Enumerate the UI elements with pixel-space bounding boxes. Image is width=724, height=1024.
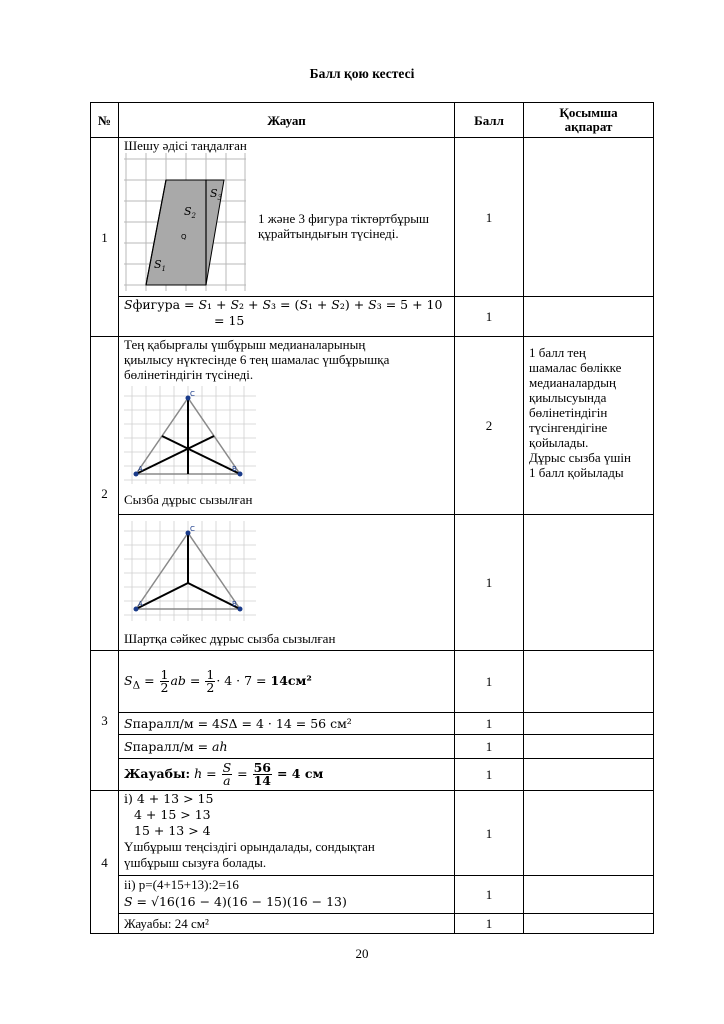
score-cell: 1 (455, 515, 524, 651)
fig-label-a: A (138, 600, 143, 608)
table-row (91, 759, 654, 791)
extra-cell (524, 515, 654, 651)
final-answer: Жауабы: 24 см² (119, 914, 455, 934)
table-row (91, 515, 654, 651)
table-row (91, 876, 654, 914)
fig-label-a: A (138, 465, 143, 473)
answer-cell: ii) p=(4+15+13):2=16 𝑆 = √16(16 − 4)(16 − 15)(16 − 13) (119, 876, 455, 914)
medians-triangle-figure (124, 386, 256, 484)
answer-cell: i) 4 + 13 > 15 4 + 15 > 13 15 + 13 > 4 Үшбұрыш теңсіздігі орындалады, сондықтан үшбұрыш сызуға болады. (119, 791, 455, 876)
caption-drawing: Сызба дұрыс сызылған (124, 492, 253, 507)
table-row (91, 138, 654, 297)
row-number: 2 (91, 337, 119, 651)
extra-cell (524, 297, 654, 337)
figure-note: 1 және 3 фигура тіктөртбұрыш құрайтындығын түсінеді. (258, 211, 429, 241)
score-cell: 1 (455, 759, 524, 791)
row-number: 4 (91, 791, 119, 934)
fig-label-s2: $S_2$ (184, 205, 197, 220)
score-cell: 2 (455, 337, 524, 515)
fig-label-q: Q (181, 233, 187, 241)
fig-label-c: C (190, 390, 195, 398)
height-answer: Жауабы: ℎ = $\frac{\text{𝑆}}{\text{𝑎}}$ = $\frac{56}{14}$ = 4 см (119, 759, 455, 791)
table-header-row (91, 103, 654, 138)
extra-cell (524, 759, 654, 791)
extra-cell (524, 791, 654, 876)
header-score: Балл (455, 103, 524, 138)
score-cell: 1 (455, 651, 524, 713)
parallelogram-area-general: 𝑆паралл/м = 𝑎ℎ (119, 735, 455, 759)
fraction-56-over-14: $\frac{56}{14}$ (253, 760, 271, 788)
answer-cell (119, 515, 455, 651)
score-cell: 1 (455, 791, 524, 876)
table-row (91, 914, 654, 934)
fig-label-c: C (190, 525, 195, 533)
extra-cell: 1 балл тең шамалас бөлікке медианалардың қиылысуында бөлінетіндігін түсінгендігіне қойылады. Дұрыс сызба үшін 1 балл қойылады (524, 337, 654, 515)
score-cell: 1 (455, 713, 524, 735)
method-text: Шешу әдісі таңдалған (124, 138, 247, 153)
table-row (91, 791, 654, 876)
table-row (91, 297, 654, 337)
fig-label-s1: $S_1$ (154, 258, 167, 273)
table-row (91, 713, 654, 735)
median-segments-figure (124, 521, 256, 621)
scoring-table (90, 102, 654, 934)
header-answer: Жауап (119, 103, 455, 138)
page-number: 20 (355, 946, 369, 961)
extra-cell (524, 914, 654, 934)
row-number: 3 (91, 651, 119, 791)
header-extra-line1: Қосымша (559, 105, 618, 120)
extra-cell (524, 713, 654, 735)
parallelogram-area-formula: 𝑆паралл/м = 4𝑆Δ = 4 · 14 = 56 см² (119, 713, 455, 735)
caption-condition: Шартқа сәйкес дұрыс сызба сызылған (124, 631, 336, 646)
heron-formula: 𝑆 = √16(16 − 4)(16 − 15)(16 − 13) (124, 894, 347, 909)
fraction-one-half: $\frac{1}{2}$ (160, 667, 169, 695)
header-extra (524, 103, 654, 138)
fig-label-b: B (232, 600, 237, 608)
answer-cell: Тең қабырғалы үшбұрыш медианаларының қиылысу нүктесінде 6 тең шамалас үшбұрышқа бөлінетіндігін түсінеді. C A B Сызба дұрыс сызылған (119, 337, 455, 515)
fraction-one-half: $\frac{1}{2}$ (206, 667, 215, 695)
score-cell: 1 (455, 297, 524, 337)
score-cell: 1 (455, 876, 524, 914)
parallelogram-figure (124, 153, 246, 291)
extra-cell (524, 138, 654, 297)
score-cell: 1 (455, 138, 524, 297)
header-extra-line2: ақпарат (564, 119, 613, 134)
row-number: 1 (91, 138, 119, 337)
extra-cell (524, 651, 654, 713)
header-num: № (91, 103, 119, 138)
answer-cell (119, 138, 455, 297)
table-row (91, 651, 654, 713)
fig-label-s3: $S_3$ (210, 187, 223, 202)
score-cell: 1 (455, 914, 524, 934)
triangle-area-formula: 𝑆$_\Delta$ = $\frac{1}{2}$ 𝑎𝑏 = $\frac{1}{2}$ · 4 · 7 = 14см² (119, 651, 455, 713)
table-row (91, 337, 654, 515)
extra-cell (524, 735, 654, 759)
table-row (91, 735, 654, 759)
extra-cell (524, 876, 654, 914)
fraction-s-over-a: $\frac{\text{𝑆}}{\text{𝑎}}$ (222, 760, 232, 788)
page-title: Балл қою кестесі (309, 66, 415, 81)
score-cell: 1 (455, 735, 524, 759)
area-formula: 𝑆фигура = 𝑆₁ + 𝑆₂ + 𝑆₃ = (𝑆₁ + 𝑆₂) + 𝑆₃ = 5 + 10 = 15 (119, 297, 455, 337)
fig-label-b: B (232, 465, 237, 473)
